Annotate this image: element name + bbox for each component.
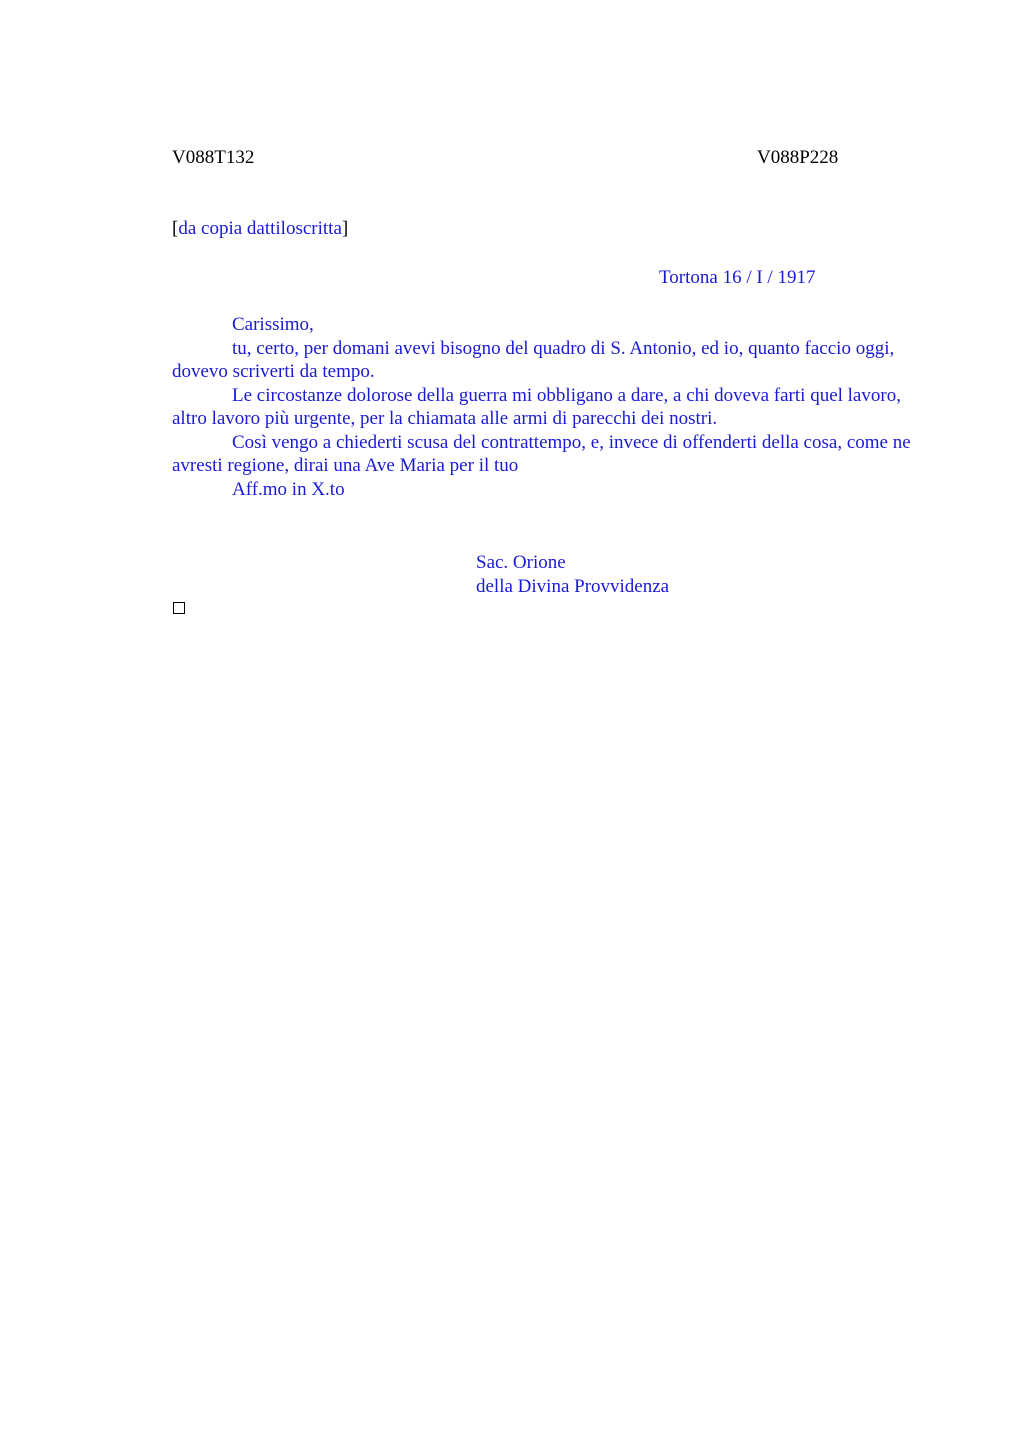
signature-title: della Divina Provvidenza: [476, 575, 670, 597]
reference-code-left: V088T132: [172, 147, 255, 168]
reference-code-right: V088P228: [757, 147, 839, 168]
letter-paragraph-1: tu, certo, per domani avevi bisogno del quadro di S. Antonio, ed io, quanto faccio oggi, dovevo scriverti da tempo.: [172, 337, 895, 382]
source-note: [172, 217, 348, 241]
letter-closing: Aff.mo in X.to: [232, 478, 345, 500]
date-line: Tortona 16 / I / 1917: [659, 267, 816, 288]
source-note-text: da copia dattiloscritta: [178, 218, 342, 239]
letter-paragraph-2: Le circostanze dolorose della guerra mi obbligano a dare, a chi doveva farti quel lavoro, altro lavoro più urgente, per la chiamata alle armi di parecchi dei nostri.: [172, 384, 901, 429]
letter-salutation: Carissimo,: [232, 314, 314, 335]
letter-paragraph-3: Così vengo a chiederti scusa del contrattempo, e, invece di offenderti della cosa, come ne avresti regione, dirai una Ave Maria per il tuo: [172, 431, 911, 476]
signature-block: [476, 551, 669, 598]
letter-body: [172, 313, 912, 501]
signature-name: Sac. Orione: [476, 552, 566, 573]
end-box-icon: [173, 602, 185, 614]
source-close-bracket: ]: [341, 218, 349, 239]
source-open-bracket: [: [172, 218, 179, 239]
